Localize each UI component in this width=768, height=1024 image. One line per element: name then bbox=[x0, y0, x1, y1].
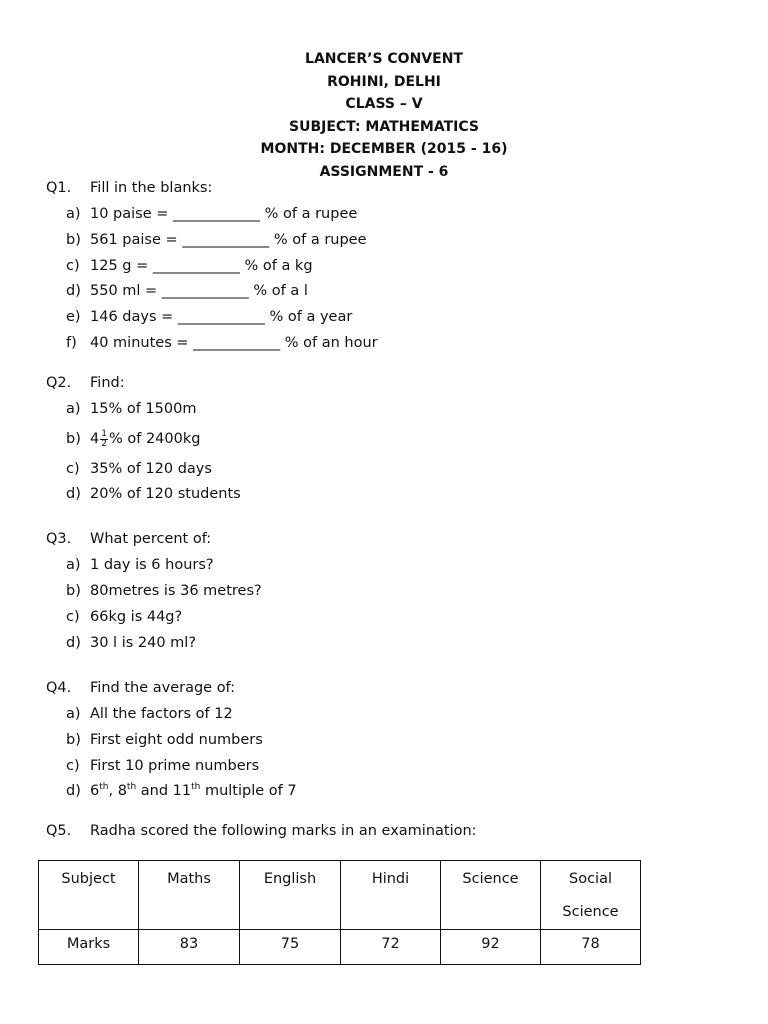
table-cell: 75 bbox=[240, 930, 341, 965]
subject-label: SUBJECT: MATHEMATICS bbox=[289, 118, 479, 135]
marks-table bbox=[38, 860, 641, 965]
list-item: c) 66kg is 44g? bbox=[66, 609, 183, 625]
fraction-one-half: $\frac{1}{2}$ bbox=[101, 428, 107, 449]
list-item: a) 10 paise = ____________ % of a rupee bbox=[66, 206, 358, 222]
question-text: Radha scored the following marks in an examination: bbox=[90, 823, 477, 839]
table-cell: 72 bbox=[341, 930, 441, 965]
table-row bbox=[39, 930, 641, 965]
question-number: Q1. bbox=[46, 180, 72, 196]
list-item: c) 125 g = ____________ % of a kg bbox=[66, 258, 313, 274]
assignment-title: ASSIGNMENT - 6 bbox=[319, 163, 449, 180]
question-number: Q5. bbox=[46, 823, 72, 839]
question-number: Q4. bbox=[46, 680, 72, 696]
list-item: c) 35% of 120 days bbox=[66, 461, 212, 477]
list-item: d) 550 ml = ____________ % of a l bbox=[66, 283, 308, 299]
school-name: LANCER’S CONVENT bbox=[305, 51, 463, 67]
list-item: d) 30 l is 240 ml? bbox=[66, 635, 197, 651]
list-item: d) 6th, 8th and 11th multiple of 7 bbox=[66, 782, 297, 799]
list-item: b) 4 $\frac{1}{2}$ % of 2400kg bbox=[66, 428, 201, 449]
list-item: b) First eight odd numbers bbox=[66, 732, 263, 748]
table-header-cell: Hindi bbox=[341, 861, 441, 930]
table-header-row bbox=[39, 861, 641, 930]
table-header-cell: English bbox=[240, 861, 341, 930]
list-item: d) 20% of 120 students bbox=[66, 486, 241, 502]
table-header-cell: Science bbox=[441, 861, 541, 930]
table-cell: Marks bbox=[39, 930, 139, 965]
question-text: Find the average of: bbox=[90, 680, 236, 696]
list-item: a) 15% of 1500m bbox=[66, 401, 197, 417]
class-label: CLASS – V bbox=[345, 96, 423, 112]
table-header-cell: Subject bbox=[39, 861, 139, 930]
list-item: b) 80metres is 36 metres? bbox=[66, 583, 262, 599]
question-number: Q2. bbox=[46, 375, 72, 391]
worksheet-header bbox=[0, 48, 768, 183]
month-label: MONTH: DECEMBER (2015 - 16) bbox=[260, 141, 508, 157]
question-text: What percent of: bbox=[90, 531, 212, 547]
table-cell: 92 bbox=[441, 930, 541, 965]
list-item: c) First 10 prime numbers bbox=[66, 758, 260, 774]
list-item: b) 561 paise = ____________ % of a rupee bbox=[66, 232, 367, 248]
list-item: f) 40 minutes = ____________ % of an hour bbox=[66, 335, 378, 351]
table-cell: 78 bbox=[541, 930, 641, 965]
school-location: ROHINI, DELHI bbox=[327, 73, 441, 90]
list-item: a) 1 day is 6 hours? bbox=[66, 557, 214, 573]
question-text: Find: bbox=[90, 375, 125, 391]
question-text: Fill in the blanks: bbox=[90, 180, 213, 196]
question-number: Q3. bbox=[46, 531, 72, 547]
list-item: e) 146 days = ____________ % of a year bbox=[66, 309, 353, 325]
table-cell: 83 bbox=[139, 930, 240, 965]
table-header-cell: Maths bbox=[139, 861, 240, 930]
list-item: a) All the factors of 12 bbox=[66, 706, 233, 722]
table-header-cell: Social Science bbox=[541, 861, 641, 930]
